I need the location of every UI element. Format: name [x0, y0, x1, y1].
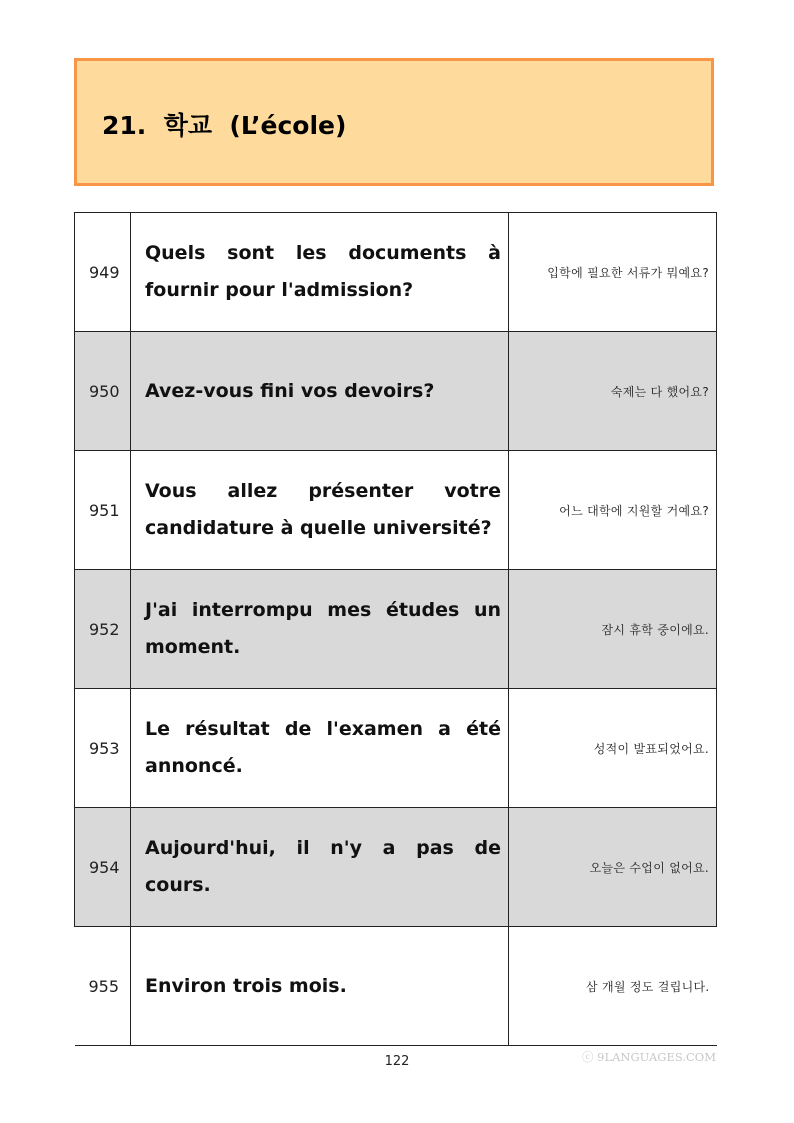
phrase-number: 951	[75, 451, 131, 570]
french-phrase: Quels sont les documents à fournir pour l'admission?	[131, 213, 509, 332]
table-row	[75, 689, 717, 808]
table-row	[75, 570, 717, 689]
chapter-title-box	[74, 58, 714, 186]
table-row	[75, 927, 717, 1046]
table-row	[75, 332, 717, 451]
korean-translation: 입학에 필요한 서류가 뭐예요?	[509, 213, 717, 332]
page-number: 122	[384, 1054, 410, 1069]
french-phrase: Aujourd'hui, il n'y a pas de cours.	[131, 808, 509, 927]
phrase-number: 950	[75, 332, 131, 451]
phrase-number: 953	[75, 689, 131, 808]
phrase-table	[74, 212, 717, 1046]
table-row	[75, 808, 717, 927]
korean-translation: 성적이 발표되었어요.	[509, 689, 717, 808]
french-phrase: Avez-vous fini vos devoirs?	[131, 332, 509, 451]
french-phrase: Environ trois mois.	[131, 927, 509, 1046]
korean-translation: 잠시 휴학 중이에요.	[509, 570, 717, 689]
korean-translation: 삼 개월 정도 걸립니다.	[509, 927, 717, 1046]
table-row	[75, 451, 717, 570]
korean-translation: 어느 대학에 지원할 거예요?	[509, 451, 717, 570]
copyright-watermark: ⓒ 9LANGUAGES.COM	[581, 1050, 716, 1064]
phrase-number: 955	[75, 927, 131, 1046]
phrase-number: 952	[75, 570, 131, 689]
korean-translation: 오늘은 수업이 없어요.	[509, 808, 717, 927]
korean-translation: 숙제는 다 했어요?	[509, 332, 717, 451]
phrase-number: 954	[75, 808, 131, 927]
table-row	[75, 213, 717, 332]
french-phrase: Vous allez présenter votre candidature à quelle université?	[131, 451, 509, 570]
french-phrase: J'ai interrompu mes études un moment.	[131, 570, 509, 689]
french-phrase: Le résultat de l'examen a été annoncé.	[131, 689, 509, 808]
chapter-title: 21. 학교 (L’école)	[102, 111, 347, 140]
phrase-number: 949	[75, 213, 131, 332]
